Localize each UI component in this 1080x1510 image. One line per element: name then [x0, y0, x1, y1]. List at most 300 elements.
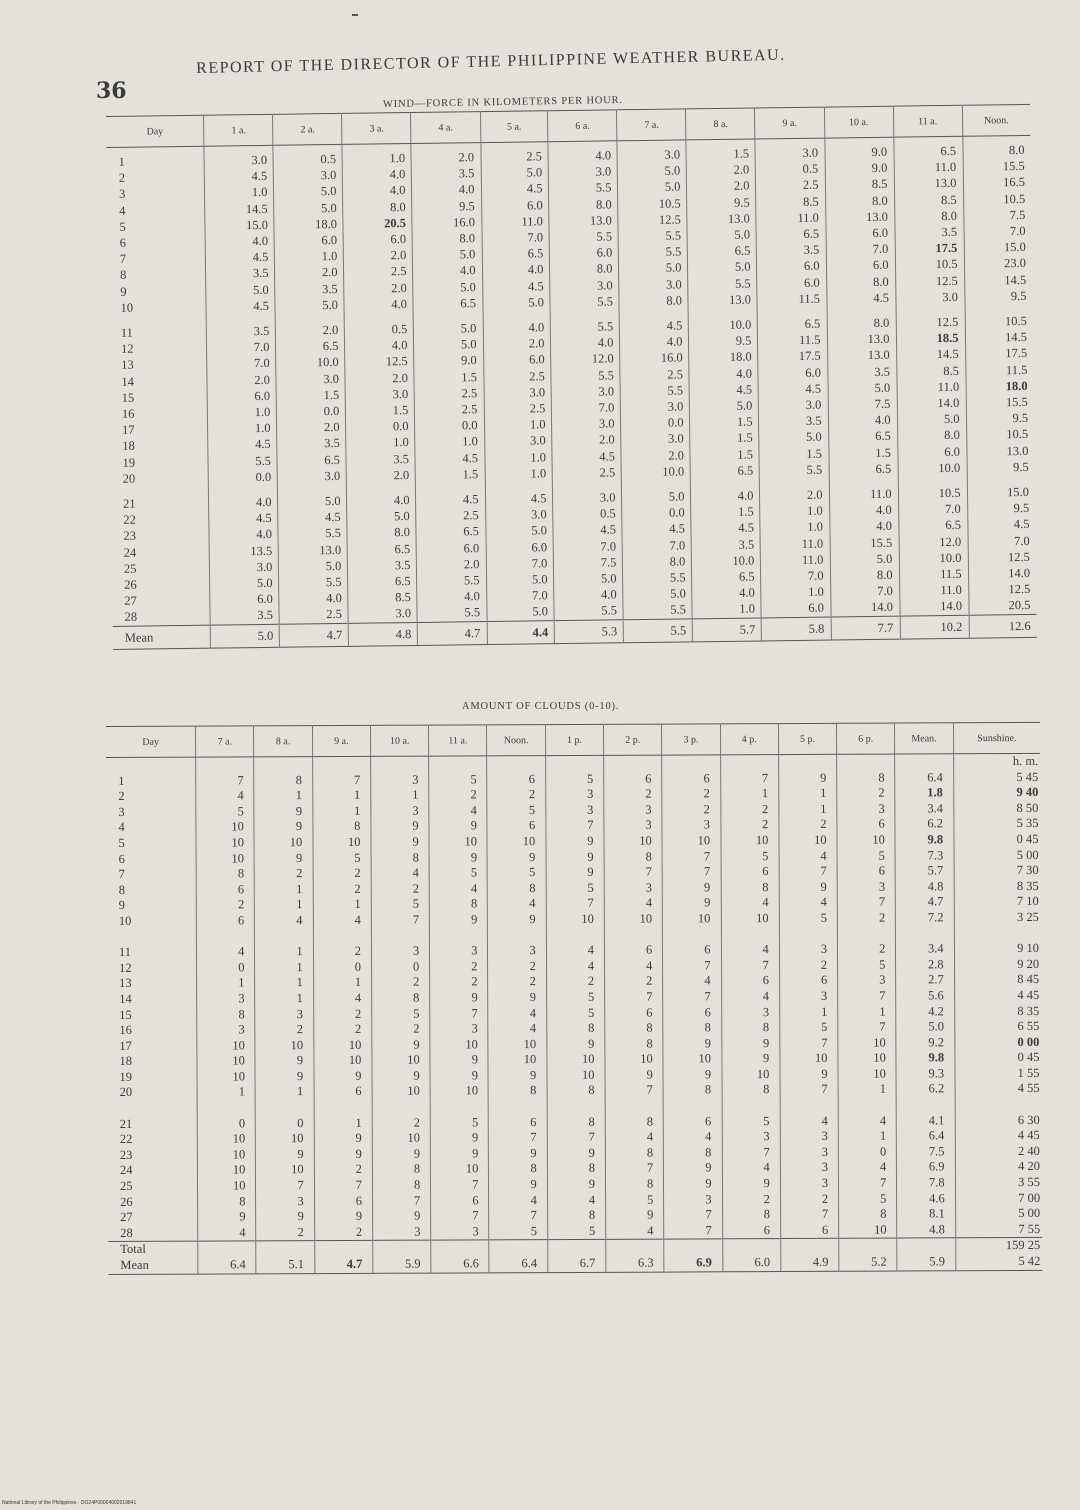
table-cell: 2.5: [620, 366, 689, 383]
table-cell: 4: [546, 943, 604, 959]
table-cell: 2: [837, 910, 895, 926]
table-cell: 6: [604, 943, 662, 959]
table-cell: 2: [720, 802, 778, 818]
table-cell: 7.0: [482, 229, 550, 246]
table-cell: 9: [489, 1146, 547, 1162]
table-cell: 10: [837, 833, 895, 849]
table-cell: 10.0: [622, 463, 691, 480]
table-cell: 9: [198, 1210, 256, 1226]
table-cell: 8.0: [894, 208, 963, 225]
table-cell: 8: [837, 770, 895, 786]
table-cell: 0: [256, 1116, 314, 1132]
table-cell: 8: [547, 1208, 605, 1224]
table-cell: 10: [780, 1051, 838, 1067]
row-label: 21: [119, 1116, 133, 1131]
table-cell: 7: [605, 1161, 663, 1177]
table-cell: 4.0: [554, 587, 623, 604]
table-cell: 2: [430, 959, 488, 975]
table-cell: 6.9: [664, 1255, 722, 1271]
table-cell: 6.0: [761, 600, 830, 618]
table-cell: 1.5: [691, 504, 760, 521]
table-cell: 2: [430, 975, 488, 991]
table-cell: 4.0: [279, 590, 348, 607]
column-header: 10 a.: [824, 106, 893, 138]
table-cell: 3.5: [692, 536, 761, 553]
table-cell: 4.5: [826, 290, 895, 307]
table-cell: 13.0: [894, 175, 963, 192]
table-cell: 10.5: [965, 313, 1033, 330]
table-cell: 7.0: [761, 568, 830, 585]
table-cell: 7: [780, 1207, 838, 1223]
table-cell: 5: [429, 772, 487, 788]
table-cell: 4.7: [280, 623, 349, 647]
table-cell: 2.5: [484, 400, 552, 417]
table-cell: 9: [430, 1053, 488, 1069]
table-cell: 1.5: [416, 466, 485, 483]
table-cell: 2: [255, 1022, 313, 1038]
table-cell: 7.0: [486, 555, 554, 572]
table-cell: 9.5: [412, 198, 481, 215]
table-cell: 9: [372, 1146, 430, 1162]
table-cell: 3: [722, 1129, 780, 1145]
table-cell: 5.0: [486, 571, 554, 588]
table-cell: 5.3: [555, 619, 624, 643]
table-cell: 7: [546, 896, 604, 912]
table-cell: 10: [197, 1147, 255, 1163]
table-cell: 16.5: [963, 174, 1031, 191]
table-cell: 2.7: [896, 973, 954, 989]
table-cell: 7.0: [826, 241, 895, 258]
table-cell: 9: [663, 1036, 721, 1052]
table-cell: 9.5: [967, 459, 1035, 476]
table-cell: 4.5: [622, 521, 691, 538]
table-cell: [198, 1241, 256, 1257]
table-cell: 9.3: [896, 1066, 954, 1082]
table-cell: 6.4: [895, 770, 953, 786]
table-cell: 3: [546, 787, 604, 803]
table-cell: 5.5: [618, 227, 687, 244]
table-cell: 7.0: [552, 399, 621, 416]
table-cell: 6.5: [482, 245, 550, 262]
table-cell: 3: [780, 1145, 838, 1161]
table-cell: 13.0: [827, 331, 896, 348]
table-cell: 4: [721, 895, 779, 911]
table-cell: 9: [314, 1069, 372, 1085]
table-row: [108, 1254, 1042, 1274]
table-cell: 1.5: [690, 430, 759, 447]
table-cell: 5.0: [206, 281, 275, 298]
table-cell: 4: [313, 913, 371, 929]
table-cell: 6.5: [348, 573, 417, 590]
table-cell: 8 35: [954, 1003, 1041, 1019]
row-label: 4: [118, 820, 125, 835]
table-cell: 0 45: [954, 832, 1041, 848]
table-cell: 7: [546, 818, 604, 834]
table-cell: 4: [547, 1192, 605, 1208]
row-label: 5: [118, 835, 125, 850]
table-cell: 1: [197, 976, 255, 992]
table-cell: 9: [371, 835, 429, 851]
table-cell: 9 40: [953, 785, 1040, 801]
table-cell: 1: [313, 804, 371, 820]
table-cell: 8 35: [954, 879, 1041, 895]
row-label: 10: [120, 300, 134, 315]
table-cell: 3.0: [759, 397, 828, 414]
row-label: 6: [118, 851, 125, 866]
table-cell: 5.0: [485, 523, 553, 540]
table-cell: 14.5: [205, 200, 274, 217]
table-cell: 6: [721, 973, 779, 989]
table-cell: 7: [663, 958, 721, 974]
table-cell: 1.0: [484, 449, 552, 466]
table-cell: 10: [663, 911, 721, 927]
table-cell: 9: [488, 912, 546, 928]
table-cell: 2: [372, 1115, 430, 1131]
table-cell: 4.7: [315, 1257, 373, 1273]
table-cell: 8: [372, 1162, 430, 1178]
table-cell: 8.1: [897, 1207, 955, 1223]
table-cell: 5.5: [551, 318, 620, 335]
spacer-cell: [604, 927, 662, 943]
table-cell: 5.0: [414, 336, 483, 353]
table-cell: 7.0: [554, 538, 623, 555]
table-cell: 1.8: [895, 785, 953, 801]
table-cell: 6: [196, 913, 254, 929]
table-cell: [897, 1238, 955, 1254]
table-cell: [371, 756, 429, 772]
spacer-cell: [663, 927, 721, 943]
column-header: 5 p.: [778, 723, 836, 754]
table-cell: 9: [664, 1176, 722, 1192]
table-cell: 6.0: [825, 225, 894, 242]
table-cell: 4.0: [344, 296, 413, 313]
table-cell: 1: [255, 1085, 313, 1101]
table-cell: 5: [838, 957, 896, 973]
row-label: Mean: [113, 625, 211, 649]
table-cell: 3: [431, 1224, 489, 1240]
table-cell: 7: [605, 1083, 663, 1099]
table-cell: 4 55: [955, 1081, 1042, 1097]
row-label: 24: [123, 545, 137, 560]
table-cell: 7.0: [486, 587, 554, 604]
table-cell: 1: [314, 1115, 372, 1131]
table-cell: 10: [547, 1068, 605, 1084]
table-cell: 1.5: [828, 444, 897, 461]
table-cell: 10: [197, 1038, 255, 1054]
table-cell: 3.0: [204, 145, 273, 169]
table-cell: 5.5: [279, 574, 348, 591]
table-cell: 4.0: [209, 494, 278, 511]
table-cell: 0.0: [209, 469, 278, 486]
table-cell: 10: [197, 1054, 255, 1070]
table-cell: 18.0: [689, 349, 758, 366]
table-cell: 17.5: [758, 348, 827, 365]
table-cell: 10.5: [895, 256, 964, 273]
table-cell: 6.0: [210, 591, 279, 608]
table-cell: 0.0: [621, 415, 690, 432]
table-cell: 6.6: [431, 1256, 489, 1272]
table-cell: 12.5: [618, 211, 687, 228]
table-cell: 6.5: [688, 243, 757, 260]
table-cell: 5.5: [417, 572, 486, 589]
table-cell: 7: [837, 895, 895, 911]
table-cell: 5 35: [954, 816, 1041, 832]
row-label: 1: [118, 773, 125, 788]
table-cell: 6: [780, 1223, 838, 1239]
table-cell: 3: [779, 989, 837, 1005]
table-cell: 6: [663, 942, 721, 958]
table-cell: 4.0: [829, 518, 898, 535]
table-cell: [547, 1240, 605, 1256]
table-cell: 7: [721, 958, 779, 974]
table-cell: 7: [431, 1209, 489, 1225]
table-cell: 7.5: [828, 396, 897, 413]
table-cell: 6.0: [550, 245, 619, 262]
row-label: 16: [121, 406, 135, 421]
table-cell: 4.5: [485, 490, 553, 507]
table-cell: 6.5: [828, 428, 897, 445]
table-cell: 5 45: [953, 770, 1040, 786]
spacer-cell: [108, 1101, 198, 1117]
table-cell: 10: [372, 1131, 430, 1147]
table-cell: 5.0: [896, 1019, 954, 1035]
table-cell: 9.8: [895, 832, 953, 848]
row-label: 16: [119, 1022, 132, 1038]
table-cell: 4.0: [483, 319, 551, 336]
table-cell: 4.0: [347, 492, 416, 509]
table-cell: 4: [605, 958, 663, 974]
table-cell: 0.0: [415, 417, 484, 434]
table-cell: 2.0: [276, 322, 345, 339]
table-cell: 7.0: [207, 355, 276, 372]
table-cell: 9: [372, 1037, 430, 1053]
table-cell: 10: [196, 835, 254, 851]
table-cell: 4.4: [487, 620, 555, 644]
table-cell: 1: [255, 975, 313, 991]
table-cell: 4: [197, 944, 255, 960]
table-cell: 2: [722, 1192, 780, 1208]
table-cell: 4.1: [897, 1113, 955, 1129]
table-cell: 2.5: [416, 507, 485, 524]
table-cell: 8: [197, 1007, 255, 1023]
table-cell: 7: [838, 988, 896, 1004]
table-cell: 6: [605, 1005, 663, 1021]
table-cell: 4.0: [412, 182, 481, 199]
table-cell: 9.2: [896, 1035, 954, 1051]
table-cell: 1.0: [205, 184, 274, 201]
table-cell: 2: [313, 882, 371, 898]
table-cell: 2: [604, 787, 662, 803]
table-cell: 10: [372, 1084, 430, 1100]
table-cell: 1.0: [208, 420, 277, 437]
table-cell: 8: [547, 1161, 605, 1177]
table-cell: 3: [371, 803, 429, 819]
table-cell: 2: [662, 787, 720, 803]
table-cell: 1.0: [485, 465, 553, 482]
table-cell: 8: [721, 1020, 779, 1036]
table-cell: 2.5: [415, 401, 484, 418]
table-cell: 1.0: [275, 248, 344, 265]
row-label: 8: [119, 268, 127, 283]
table-cell: 10: [604, 912, 662, 928]
table-cell: 4.5: [209, 510, 278, 527]
column-header: 9 a.: [312, 725, 370, 756]
table-cell: 4: [838, 1160, 896, 1176]
table-cell: 3.0: [553, 489, 622, 506]
table-cell: 2.8: [896, 957, 954, 973]
table-cell: 4.5: [206, 249, 275, 266]
column-header: 3 p.: [662, 724, 720, 755]
table-cell: 7: [547, 1130, 605, 1146]
table-cell: 7: [604, 865, 662, 881]
table-cell: 7: [779, 864, 837, 880]
table-cell: 4.7: [418, 621, 487, 645]
table-cell: 7: [662, 864, 720, 880]
spacer-cell: [372, 1100, 430, 1116]
table-cell: 10: [721, 833, 779, 849]
table-cell: 2.5: [415, 385, 484, 402]
table-cell: 5: [721, 849, 779, 865]
table-cell: 9: [373, 1209, 431, 1225]
table-cell: 10: [198, 1163, 256, 1179]
table-cell: 9: [254, 819, 312, 835]
table-cell: 4.0: [209, 526, 278, 543]
table-cell: 9: [431, 1146, 489, 1162]
table-cell: 3.5: [207, 323, 276, 340]
table-cell: 6.5: [893, 136, 962, 160]
column-header: 9 a.: [755, 107, 824, 139]
spacer-cell: [430, 928, 488, 944]
table-cell: 2.5: [756, 177, 825, 194]
column-header: 11 a.: [893, 105, 962, 137]
table-cell: 4.5: [690, 381, 759, 398]
table-cell: 11.0: [894, 159, 963, 176]
table-cell: 1: [838, 1082, 896, 1098]
table-cell: 10.0: [692, 552, 761, 569]
table-cell: 3.5: [827, 363, 896, 380]
table-cell: 4: [488, 1021, 546, 1037]
table-cell: 6.0: [722, 1255, 780, 1271]
table-cell: 6.7: [548, 1256, 606, 1272]
spacer-cell: [896, 926, 954, 942]
table-cell: 3.5: [757, 242, 826, 259]
row-label: 2: [118, 789, 125, 804]
table-cell: 8: [605, 1177, 663, 1193]
table-cell: 1: [313, 897, 371, 913]
table-cell: 2.5: [344, 263, 413, 280]
table-cell: 9: [430, 1131, 488, 1147]
table-cell: 5: [313, 850, 371, 866]
table-cell: 1: [838, 1129, 896, 1145]
table-cell: [312, 756, 370, 772]
table-cell: [254, 757, 312, 773]
table-cell: 1: [720, 786, 778, 802]
table-cell: 4.5: [759, 380, 828, 397]
table-cell: 3.4: [896, 941, 954, 957]
table-cell: 3: [721, 1005, 779, 1021]
column-header: 8 a.: [254, 726, 312, 757]
table-cell: 6.2: [895, 817, 953, 833]
spacer-cell: [197, 929, 255, 945]
table-cell: 6.5: [277, 452, 346, 469]
table-cell: 7 10: [954, 894, 1041, 910]
table-cell: 2: [255, 866, 313, 882]
column-header: 1 a.: [204, 114, 273, 146]
table-cell: 15.5: [963, 158, 1031, 175]
table-cell: 5.0: [274, 200, 343, 217]
table-cell: 10: [488, 1052, 546, 1068]
table-cell: 7: [489, 1208, 547, 1224]
table-cell: 11.0: [481, 213, 549, 230]
table-cell: 6.0: [826, 257, 895, 274]
table-cell: 9: [779, 880, 837, 896]
row-label: 19: [119, 1069, 133, 1084]
table-cell: 5.0: [413, 279, 482, 296]
table-cell: 4.5: [482, 278, 550, 295]
table-cell: 2.0: [207, 371, 276, 388]
table-cell: 12.0: [899, 533, 968, 550]
spacer-cell: [837, 926, 895, 942]
row-label: 4: [119, 203, 126, 218]
table-cell: 6.5: [692, 569, 761, 586]
table-cell: 4.7: [896, 895, 954, 911]
table-cell: 12.5: [895, 272, 964, 289]
spacer-cell: [838, 1098, 896, 1114]
table-cell: 2: [662, 802, 720, 818]
column-header: 1 p.: [545, 724, 603, 755]
table-cell: 11.0: [899, 582, 968, 599]
table-cell: 3.0: [550, 277, 619, 294]
table-cell: 3: [837, 879, 895, 895]
table-cell: 8: [604, 849, 662, 865]
table-cell: [778, 754, 836, 770]
row-label: 12: [120, 341, 134, 357]
table-cell: 3.0: [278, 468, 347, 485]
table-cell: 3: [430, 943, 488, 959]
table-cell: 12.5: [968, 581, 1036, 598]
table-cell: 6.0: [757, 258, 826, 275]
table-cell: 2: [487, 787, 545, 803]
table-cell: 18.0: [274, 216, 343, 233]
row-label: 6: [119, 235, 127, 250]
table-cell: 1: [838, 1004, 896, 1020]
spacer-cell: [313, 928, 371, 944]
table-cell: 6: [604, 771, 662, 787]
table-cell: 7.5: [554, 554, 623, 571]
table-cell: 10.0: [898, 460, 967, 477]
table-cell: 4: [663, 974, 721, 990]
table-cell: 10: [605, 1052, 663, 1068]
table-cell: 0.0: [277, 403, 346, 420]
table-cell: 8.0: [413, 230, 482, 247]
table-cell: 5.0: [618, 163, 687, 180]
table-cell: 8: [254, 773, 312, 789]
row-label: 17: [119, 1038, 132, 1053]
table-cell: 5: [545, 771, 603, 787]
table-cell: 3: [604, 802, 662, 818]
table-cell: 5.5: [619, 244, 688, 261]
table-cell: 3: [430, 1021, 488, 1037]
table-cell: 6.0: [417, 540, 486, 557]
table-cell: 3.5: [277, 435, 346, 452]
table-cell: 6.0: [483, 352, 551, 369]
table-cell: 4.5: [278, 509, 347, 526]
table-cell: 2: [720, 817, 778, 833]
table-cell: 5: [837, 848, 895, 864]
table-cell: 9: [779, 770, 837, 786]
table-cell: [895, 754, 953, 770]
table-cell: 9: [429, 819, 487, 835]
